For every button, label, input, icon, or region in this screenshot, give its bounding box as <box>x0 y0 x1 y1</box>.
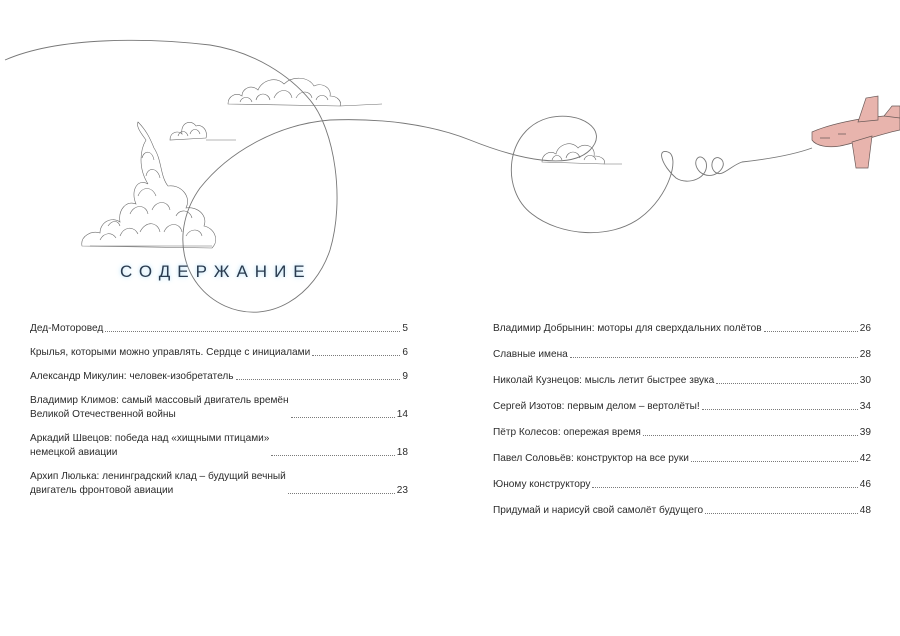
toc-entry-title: Пётр Колесов: опережая время <box>493 427 641 438</box>
toc-entry[interactable] <box>30 322 408 336</box>
toc-entry-title: Сергей Изотов: первым делом – вертолёты! <box>493 401 700 412</box>
dot-leader <box>271 455 394 456</box>
dot-leader <box>764 331 858 332</box>
toc-entry-title: Владимир Добрынин: моторы для сверхдальних полётов <box>493 323 762 334</box>
toc-entry-title-cont: Великой Отечественной войны <box>30 409 176 420</box>
toc-entry[interactable] <box>30 370 408 384</box>
toc-entry-title: Юному конструктору <box>493 479 591 490</box>
toc-entry[interactable] <box>493 374 871 388</box>
toc-entry[interactable] <box>30 346 408 360</box>
toc-entry[interactable] <box>493 322 871 336</box>
cloud-illustration <box>82 122 216 248</box>
toc-page-number: 9 <box>402 371 408 382</box>
airplane-illustration <box>812 96 900 168</box>
toc-entry[interactable] <box>493 348 871 362</box>
toc-entry[interactable] <box>493 504 871 518</box>
toc-entry-title: Славные имена <box>493 349 568 360</box>
toc-page-number: 28 <box>859 349 871 360</box>
toc-page-number: 48 <box>859 505 871 516</box>
toc-entry[interactable] <box>30 394 408 422</box>
page-title: СОДЕРЖАНИЕ <box>120 262 312 281</box>
toc-page-number: 23 <box>396 485 408 496</box>
dot-leader <box>236 379 401 380</box>
toc-entry-title: Николай Кузнецов: мысль летит быстрее звука <box>493 375 715 386</box>
toc-entry-title: Александр Микулин: человек-изобретатель <box>30 371 234 382</box>
toc-entry[interactable] <box>493 452 871 466</box>
toc-left-column <box>30 322 408 508</box>
dot-leader <box>716 383 858 384</box>
toc-entry[interactable] <box>493 426 871 440</box>
toc-entry-title: Крылья, которыми можно управлять. Сердце с инициалами <box>30 347 311 358</box>
cloud-illustration <box>170 122 236 140</box>
toc-entry-title: Павел Соловьёв: конструктор на все руки <box>493 453 689 464</box>
toc-page-number: 30 <box>859 375 871 386</box>
toc-page-number: 46 <box>859 479 871 490</box>
toc-entry[interactable] <box>30 470 408 498</box>
toc-page-number: 42 <box>859 453 871 464</box>
dot-leader <box>312 355 400 356</box>
toc-right-column <box>493 322 871 530</box>
toc-entry-title: Аркадий Швецов: победа над «хищными птицами» <box>30 433 270 444</box>
dot-leader <box>592 487 857 488</box>
toc-entry-title-cont: немецкой авиации <box>30 447 118 458</box>
toc-entry-title: Владимир Климов: самый массовый двигатель времён <box>30 395 289 406</box>
toc-page-number: 34 <box>859 401 871 412</box>
toc-entry[interactable] <box>30 432 408 460</box>
dot-leader <box>702 409 858 410</box>
toc-entry[interactable] <box>493 400 871 414</box>
toc-entry-title: Архип Люлька: ленинградский клад – будущий вечный <box>30 471 286 482</box>
toc-entry-title-cont: двигатель фронтовой авиации <box>30 485 174 496</box>
dot-leader <box>643 435 858 436</box>
toc-page-number: 18 <box>396 447 408 458</box>
dot-leader <box>705 513 858 514</box>
dot-leader <box>691 461 858 462</box>
toc-page-number: 6 <box>402 347 408 358</box>
toc-page-number: 14 <box>396 409 408 420</box>
toc-page-number: 26 <box>859 323 871 334</box>
dot-leader <box>288 493 395 494</box>
cloud-illustration <box>228 78 382 106</box>
toc-entry-title: Дед-Моторовед <box>30 323 104 334</box>
dot-leader <box>570 357 858 358</box>
toc-entry-title: Придумай и нарисуй свой самолёт будущего <box>493 505 704 516</box>
dot-leader <box>291 417 395 418</box>
toc-page-number: 39 <box>859 427 871 438</box>
dot-leader <box>105 331 400 332</box>
toc-entry[interactable] <box>493 478 871 492</box>
toc-page-number: 5 <box>402 323 408 334</box>
